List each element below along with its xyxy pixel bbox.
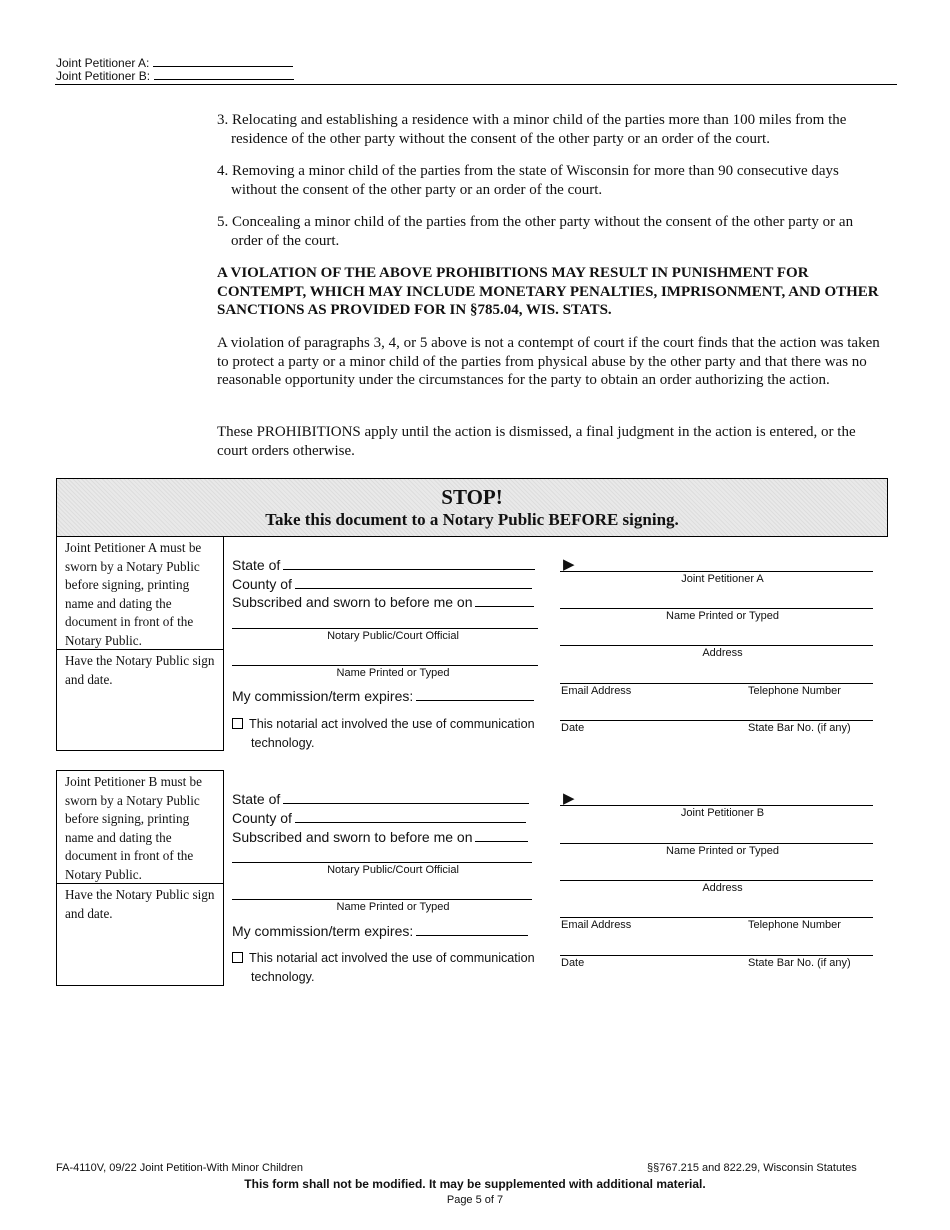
section-a-petitioner-caption: Joint Petitioner A xyxy=(681,573,764,585)
section-a-contact-line[interactable] xyxy=(560,683,873,684)
section-b-instruction-box xyxy=(56,770,224,986)
section-a-subscribed-field xyxy=(232,594,534,610)
communication-checkbox[interactable] xyxy=(232,718,243,729)
county-label: County of xyxy=(232,810,292,826)
section-b-commission-field xyxy=(232,923,528,939)
section-b-petitioner-signature-line[interactable] xyxy=(560,805,873,806)
header-divider xyxy=(55,84,897,85)
section-b-county-field xyxy=(232,810,526,826)
prohibition-item-5-text: 5. Concealing a minor child of the parties from the other party without the consent of the other party or an order of the court. xyxy=(217,214,854,249)
section-a-notary-name-caption: Name Printed or Typed xyxy=(336,667,450,679)
state-input[interactable] xyxy=(283,558,535,570)
form-id: FA-4110V, 09/22 Joint Petition-With Minor Children xyxy=(56,1162,304,1174)
section-b-date-caption: Date xyxy=(561,957,585,969)
section-b-notary-name-line[interactable] xyxy=(232,899,532,900)
section-b-petitioner-name-caption: Name Printed or Typed xyxy=(666,845,779,857)
violation-warning: A VIOLATION OF THE ABOVE PROHIBITIONS MAY RESULT IN PUNISHMENT FOR CONTEMPT, WHICH MAY INCLUDE MONETARY PENALTIES, IMPRISONMENT, AND OTHER SANCTIONS AS PROVIDED FOR IN §785.04, WIS. STATS. xyxy=(217,265,879,319)
subscribed-date-input[interactable] xyxy=(475,830,528,842)
section-a-statebar-caption: State Bar No. (if any) xyxy=(748,722,851,734)
section-a-email-caption: Email Address xyxy=(561,685,632,697)
county-label: County of xyxy=(232,576,292,592)
section-a-county-field xyxy=(232,576,532,592)
section-a-address-caption: Address xyxy=(702,647,743,659)
section-a-commission-field xyxy=(232,688,534,704)
commission-label: My commission/term expires: xyxy=(232,923,414,939)
duration-paragraph: These PROHIBITIONS apply until the action is dismissed, a final judgment in the action is entered, or the court orders otherwise. xyxy=(217,424,856,459)
section-a-petitioner-name-line[interactable] xyxy=(560,608,873,609)
communication-label: This notarial act involved the use of communication technology. xyxy=(249,951,535,984)
section-b-email-caption: Email Address xyxy=(561,919,632,931)
section-a-notary-instruction: Have the Notary Public sign and date. xyxy=(65,653,215,687)
section-a-instruction: Joint Petitioner A must be sworn by a Notary Public before signing, printing name and dating the document in front of the Notary Public. xyxy=(57,537,223,650)
section-a-notary-signature-line[interactable] xyxy=(232,628,538,629)
communication-label: This notarial act involved the use of communication technology. xyxy=(249,717,535,750)
state-input[interactable] xyxy=(283,792,529,804)
section-a-telephone-caption: Telephone Number xyxy=(748,685,841,697)
section-b-contact-line[interactable] xyxy=(560,917,873,918)
section-a-sign-arrow-icon: ▶ xyxy=(563,556,575,573)
section-b-statebar-caption: State Bar No. (if any) xyxy=(748,957,851,969)
section-b-address-caption: Address xyxy=(702,882,743,894)
section-a-notary-caption: Notary Public/Court Official xyxy=(327,630,459,642)
section-b-state-field xyxy=(232,791,529,807)
section-b-notary-signature-line[interactable] xyxy=(232,862,532,863)
section-b-notary-name-caption: Name Printed or Typed xyxy=(336,901,450,913)
section-b-notary-caption: Notary Public/Court Official xyxy=(327,864,459,876)
commission-label: My commission/term expires: xyxy=(232,688,414,704)
section-b-address-line[interactable] xyxy=(560,880,873,881)
subscribed-label: Subscribed and sworn to before me on xyxy=(232,829,473,845)
petitioner-a-header xyxy=(56,56,293,70)
section-a-notary-name-line[interactable] xyxy=(232,665,538,666)
prohibition-item-3-text: 3. Relocating and establishing a residence with a minor child of the parties more than 100 miles from the residence of the other party without the consent of the other party or an order of the court. xyxy=(217,112,847,147)
petitioner-b-header-label: Joint Petitioner B: xyxy=(56,69,151,83)
section-b-sign-arrow-icon: ▶ xyxy=(563,790,575,807)
section-a-address-line[interactable] xyxy=(560,645,873,646)
county-input[interactable] xyxy=(295,811,526,823)
section-a-state-field xyxy=(232,557,535,573)
petitioner-b-header-field[interactable] xyxy=(154,69,294,80)
state-label: State of xyxy=(232,557,281,573)
page-number: Page 5 of 7 xyxy=(446,1194,504,1206)
section-a-petitioner-signature-line[interactable] xyxy=(560,571,873,572)
stop-banner xyxy=(56,478,888,537)
section-b-notary-instruction: Have the Notary Public sign and date. xyxy=(65,887,215,921)
exception-paragraph: A violation of paragraphs 3, 4, or 5 above is not a contempt of court if the court finds that the action was taken to protect a party or a minor child of the parties from physical abuse by the other party and that there was no reasonable opportunity under the circumstances for the party to obtain an order authorizing the action. xyxy=(217,335,880,389)
section-b-subscribed-field xyxy=(232,829,528,845)
commission-input[interactable] xyxy=(416,689,534,701)
commission-input[interactable] xyxy=(416,924,528,936)
subscribed-date-input[interactable] xyxy=(475,595,534,607)
county-input[interactable] xyxy=(295,577,532,589)
prohibition-item-3 xyxy=(217,111,882,148)
section-b-communication-row xyxy=(232,949,542,986)
petitioner-a-header-field[interactable] xyxy=(153,56,293,67)
section-b-telephone-caption: Telephone Number xyxy=(748,919,841,931)
statute-reference: §§767.215 and 822.29, Wisconsin Statutes xyxy=(647,1162,857,1174)
prohibition-item-4-text: 4. Removing a minor child of the parties from the state of Wisconsin for more than 90 consecutive days without the consent of the other party or an order of the court. xyxy=(217,163,839,198)
section-b-petitioner-name-line[interactable] xyxy=(560,843,873,844)
petitioner-a-header-label: Joint Petitioner A: xyxy=(56,56,150,70)
section-b-petitioner-caption: Joint Petitioner B xyxy=(680,807,765,819)
stop-title: STOP! xyxy=(441,485,503,509)
state-label: State of xyxy=(232,791,281,807)
prohibition-item-5 xyxy=(217,213,882,250)
section-b-instruction: Joint Petitioner B must be sworn by a Notary Public before signing, printing name and dating the document in front of the Notary Public. xyxy=(57,771,223,884)
modification-notice: This form shall not be modified. It may be supplemented with additional material. xyxy=(244,1177,706,1191)
section-a-petitioner-name-caption: Name Printed or Typed xyxy=(666,610,779,622)
subscribed-label: Subscribed and sworn to before me on xyxy=(232,594,473,610)
section-a-date-caption: Date xyxy=(561,722,585,734)
stop-subtitle: Take this document to a Notary Public BEFORE signing. xyxy=(265,510,679,529)
section-b-date-line[interactable] xyxy=(560,955,873,956)
prohibition-item-4 xyxy=(217,162,882,199)
section-a-date-line[interactable] xyxy=(560,720,873,721)
section-a-instruction-box xyxy=(56,536,224,751)
section-a-communication-row xyxy=(232,715,542,752)
petitioner-b-header xyxy=(56,69,294,83)
communication-checkbox[interactable] xyxy=(232,952,243,963)
